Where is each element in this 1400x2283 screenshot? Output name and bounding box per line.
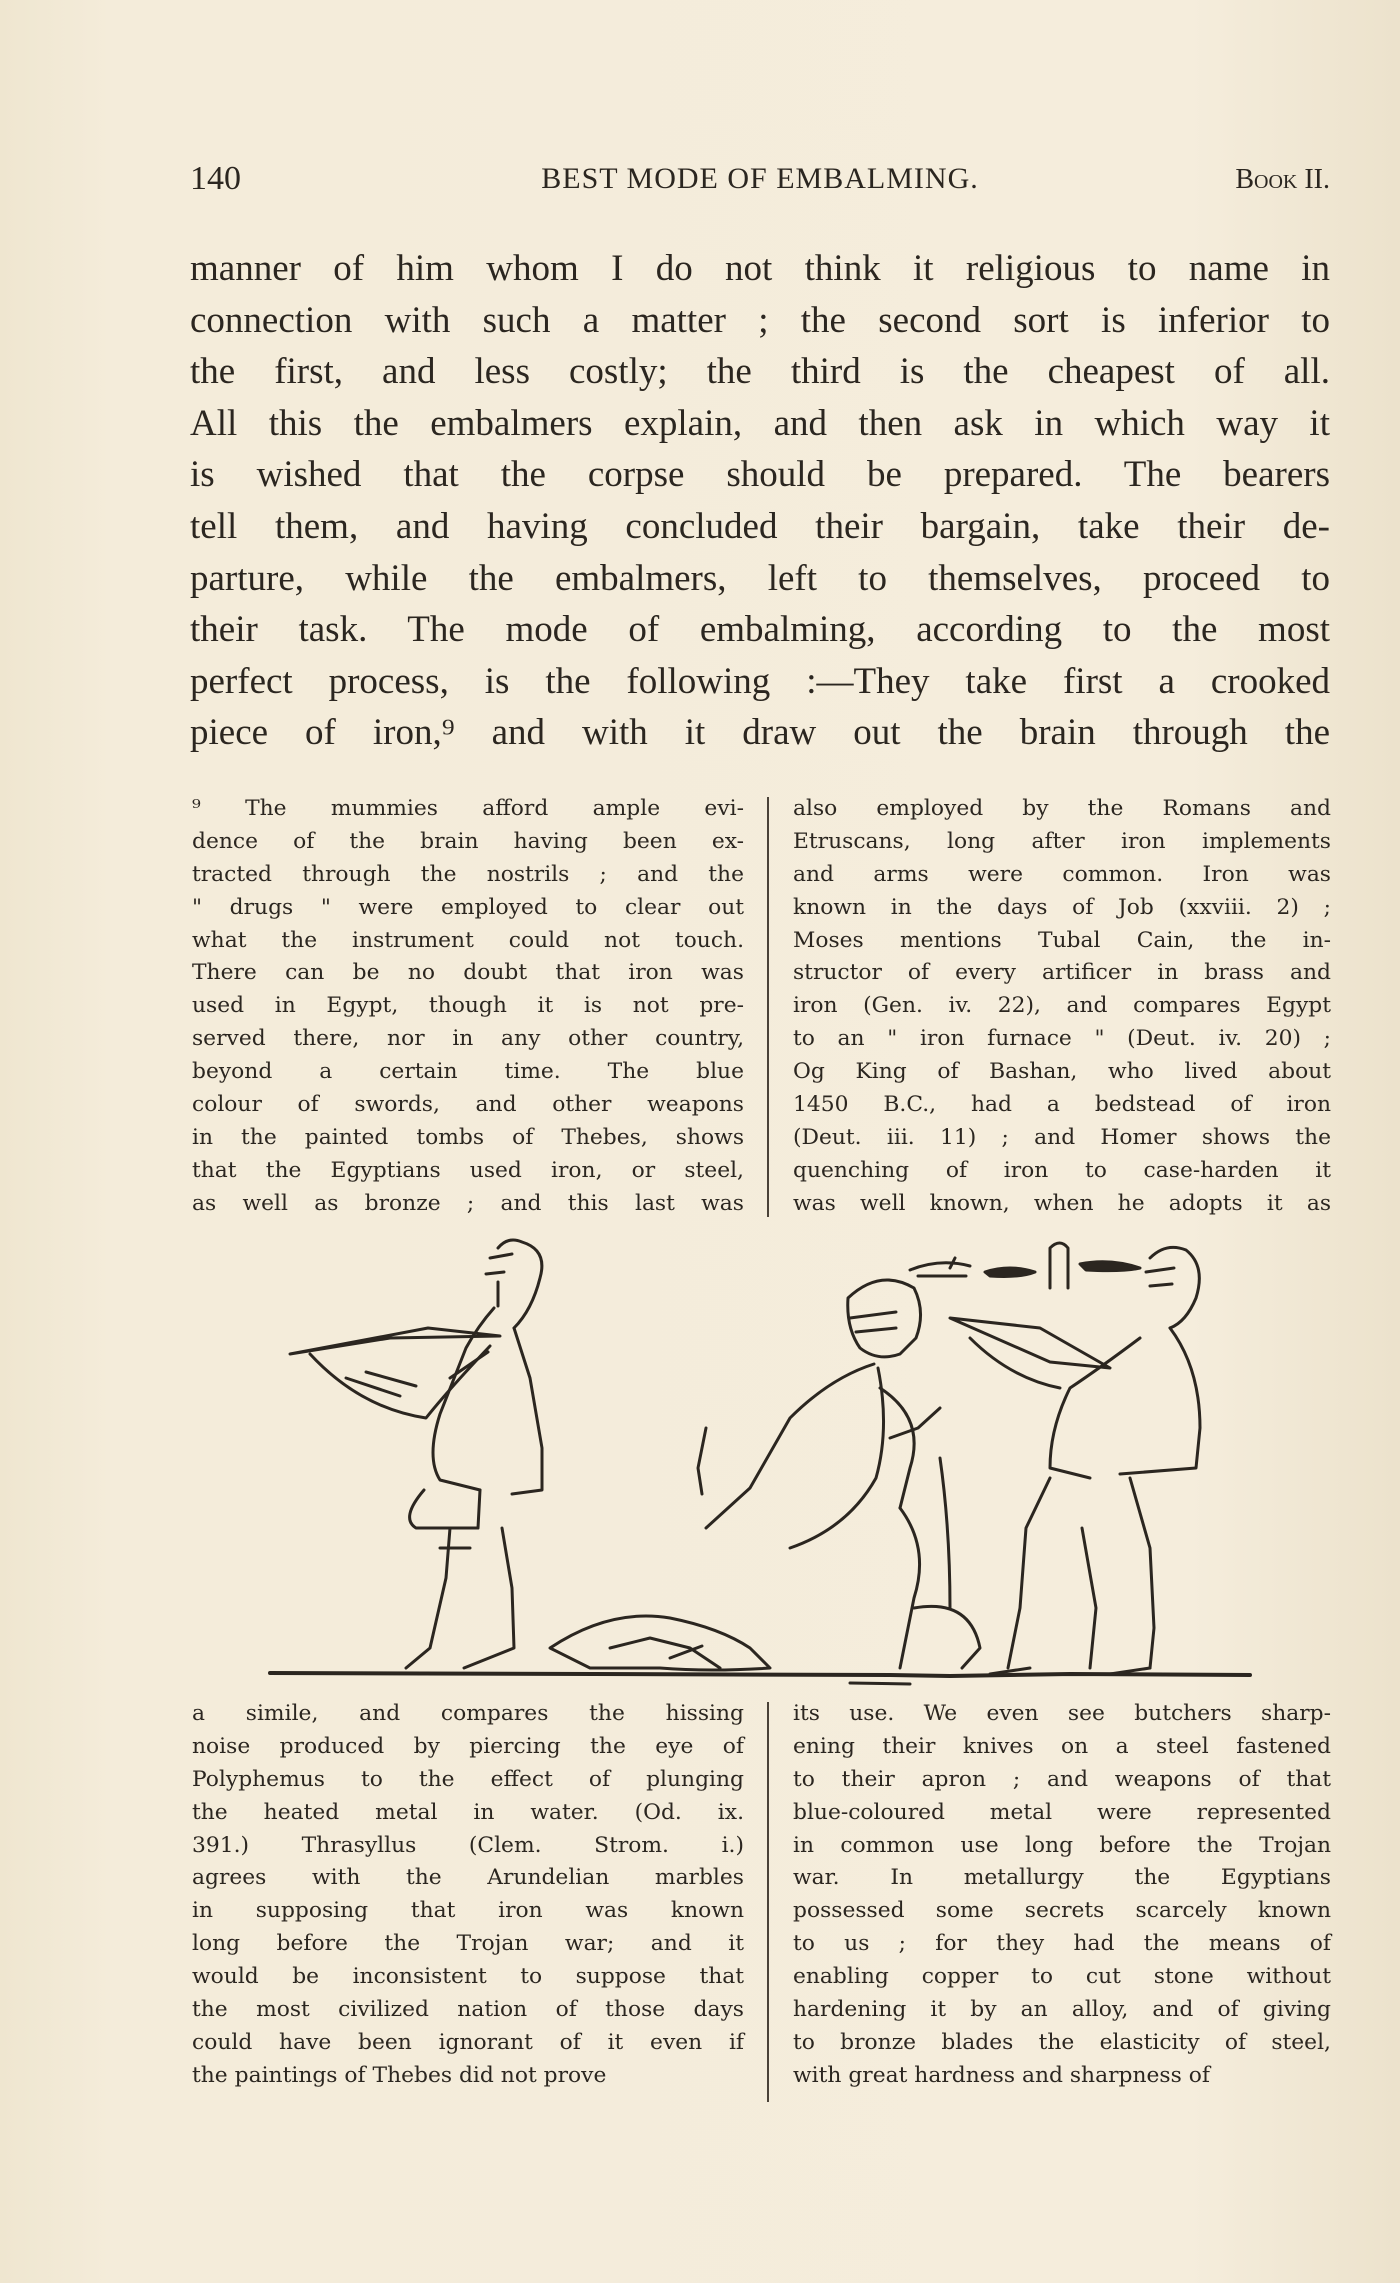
footnote-column-top-right (793, 793, 1331, 1221)
footnote-line: used in Egypt, though it is not pre- (192, 993, 744, 1019)
footnote-line: Moses mentions Tubal Cain, the in- (793, 927, 1331, 953)
footnote-line: in common use long before the Trojan (793, 1832, 1331, 1858)
footnote-line: Etruscans, long after iron implements (793, 828, 1331, 854)
embalming-illustration (250, 1228, 1310, 1698)
footnote-line: with great hardness and sharpness of (793, 2062, 1210, 2088)
body-line: their task. The mode of embalming, according to the most (190, 609, 1330, 651)
body-line: perfect process, is the following :—They take first a crooked (190, 660, 1330, 702)
footnote-line: There can be no doubt that iron was (192, 960, 744, 986)
footnote-line: what the instrument could not touch. (192, 927, 744, 953)
footnote-line: tracted through the nostrils ; and the (192, 861, 744, 887)
footnote-line: served there, nor in any other country, (192, 1026, 744, 1052)
footnote-line: in supposing that iron was known (192, 1898, 744, 1924)
footnote-line: could have been ignorant of it even if (192, 2029, 744, 2055)
body-line: the first, and less costly; the third is the cheapest of all. (190, 351, 1330, 393)
footnote-line: enabling copper to cut stone without (793, 1964, 1331, 1990)
book-label: Book II. (1235, 164, 1330, 195)
footnote-line: and arms were common. Iron was (793, 861, 1331, 887)
left-bearer-figure (290, 1240, 542, 1668)
footnote-column-bottom-left (192, 1698, 744, 2093)
footnote-line: 1450 B.C., had a bedstead of iron (793, 1092, 1331, 1118)
footnote-line: ⁹ The mummies afford ample evi- (192, 796, 744, 821)
footnote-column-bottom-right (793, 1698, 1331, 2093)
body-line: tell them, and having concluded their bargain, take their de- (190, 505, 1330, 547)
footnote-line: the most civilized nation of those days (192, 1997, 744, 2023)
footnote-line: 391.) Thrasyllus (Clem. Strom. i.) (192, 1832, 744, 1858)
footnote-line: to bronze blades the elasticity of steel, (793, 2029, 1331, 2055)
footnote-line: its use. We even see butchers sharp- (793, 1701, 1331, 1726)
body-line: connection with such a matter ; the second sort is inferior to (190, 299, 1330, 341)
footnote-line: as well as bronze ; and this last was (192, 1190, 744, 1216)
page-number: 140 (190, 160, 241, 197)
footnote-line: was well known, when he adopts it as (793, 1190, 1331, 1216)
footnote-line: (Deut. iii. 11) ; and Homer shows the (793, 1124, 1331, 1150)
footnote-line: hardening it by an alloy, and of giving (793, 1997, 1331, 2023)
footnote-line: Og King of Bashan, who lived about (793, 1059, 1331, 1085)
footnote-line: in the painted tombs of Thebes, shows (192, 1124, 744, 1150)
body-line: piece of iron,⁹ and with it draw out the brain through the (190, 712, 1330, 754)
column-divider (767, 1702, 769, 2102)
footnote-line: colour of swords, and other weapons (192, 1092, 744, 1118)
footnote-line: Polyphemus to the effect of plunging (192, 1766, 744, 1792)
body-line: parture, while the embalmers, left to themselves, proceed to (190, 557, 1330, 599)
footnote-line: to an " iron furnace " (Deut. iv. 20) ; (793, 1026, 1331, 1052)
footnote-line: to us ; for they had the means of (793, 1931, 1331, 1957)
footnote-line: possessed some secrets scarcely known (793, 1898, 1331, 1924)
footnote-line: a simile, and compares the hissing (192, 1701, 744, 1726)
right-bearer-figure (950, 1247, 1200, 1674)
center-embalmer-figure (550, 1280, 980, 1670)
footnote-line: to their apron ; and weapons of that (793, 1766, 1331, 1792)
footnote-line: structor of every artificer in brass and (793, 960, 1331, 986)
footnote-line: would be inconsistent to suppose that (192, 1964, 744, 1990)
footnote-line: iron (Gen. iv. 22), and compares Egypt (793, 993, 1331, 1019)
footnote-line: blue-coloured metal were represented (793, 1799, 1331, 1825)
footnote-line: ening their knives on a steel fastened (793, 1733, 1331, 1759)
footnote-line: also employed by the Romans and (793, 796, 1331, 821)
footnote-line: that the Egyptians used iron, or steel, (192, 1157, 744, 1183)
body-line: is wished that the corpse should be prepared. The bearers (190, 454, 1330, 496)
footnote-column-top-left (192, 793, 744, 1221)
footnote-line: the paintings of Thebes did not prove (192, 2062, 607, 2088)
footnote-line: the heated metal in water. (Od. ix. (192, 1799, 744, 1825)
footnote-line: long before the Trojan war; and it (192, 1931, 744, 1957)
footnote-line: agrees with the Arundelian marbles (192, 1865, 744, 1891)
footnote-line: known in the days of Job (xxviii. 2) ; (793, 894, 1331, 920)
body-text (190, 243, 1330, 759)
column-divider (767, 797, 769, 1217)
footnote-line: noise produced by piercing the eye of (192, 1733, 744, 1759)
footnote-line: " drugs " were employed to clear out (192, 894, 744, 920)
footnote-line: war. In metallurgy the Egyptians (793, 1865, 1331, 1891)
running-head (190, 160, 1330, 200)
body-line: All this the embalmers explain, and then ask in which way it (190, 402, 1330, 444)
footnote-line: quenching of iron to case-harden it (793, 1157, 1331, 1183)
footnote-line: beyond a certain time. The blue (192, 1059, 744, 1085)
page-title: BEST MODE OF EMBALMING. (541, 162, 979, 195)
hieroglyph-inscription (910, 1243, 1140, 1288)
footnote-line: dence of the brain having been ex- (192, 828, 744, 854)
body-line: manner of him whom I do not think it religious to name in (190, 248, 1330, 289)
